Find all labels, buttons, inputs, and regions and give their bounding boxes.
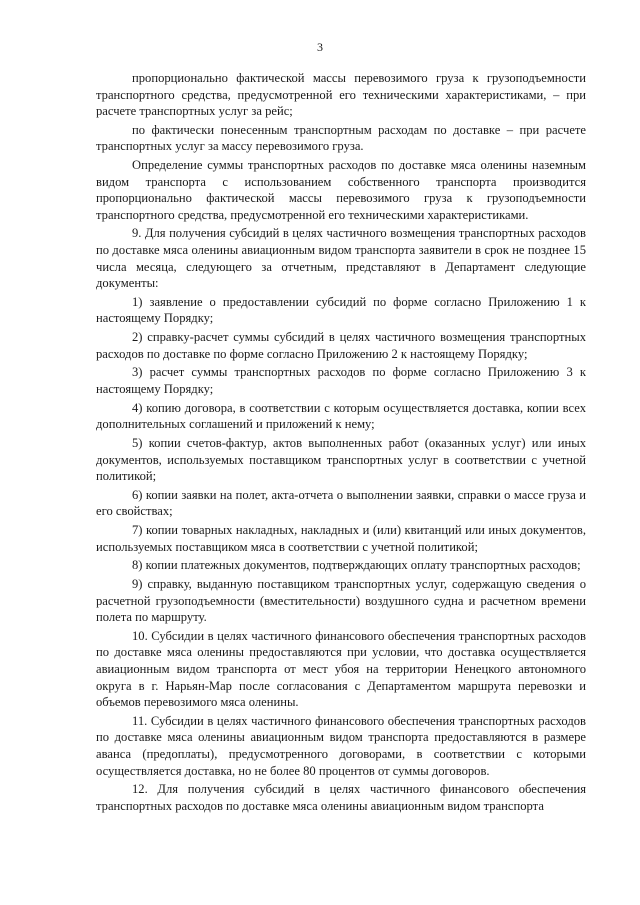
paragraph-item-12: 12. Для получения субсидий в целях частичного финансового обеспечения транспортных расходов по доставке мяса оленины авиационным видом транспорта (96, 782, 586, 813)
list-item-8: 8) копии платежных документов, подтверждающих оплату транспортных расходов; (132, 558, 581, 573)
paragraph-continuation: пропорционально фактической массы перевозимого груза к грузоподъемности транспортного средства, предусмотренной его техническими характеристиками, – при расчете транспортных услуг за рейс; (96, 71, 586, 119)
paragraph-item-9: 9. Для получения субсидий в целях частичного возмещения транспортных расходов по доставке мяса оленины авиационным видом транспорта заявители в срок не позднее 15 числа месяца, следующего за отчетным, представляют в Департамент следующие документы: (96, 226, 586, 291)
list-item-5: 5) копии счетов-фактур, актов выполненных работ (оказанных услуг) или иных документов, используемых поставщиком транспортных услуг в соответствии с учетной политикой; (96, 435, 586, 484)
list-item-7: 7) копии товарных накладных, накладных и (или) квитанций или иных документов, используемых поставщиком мяса в соответствии с учетной политикой; (96, 523, 586, 554)
list-item-6: 6) копии заявки на полет, акта-отчета о выполнении заявки, справки о массе груза и его свойствах; (96, 487, 586, 519)
list-item-3: 3) расчет суммы транспортных расходов по форме согласно Приложению 3 к настоящему Порядку; (96, 365, 586, 396)
list-item-1: 1) заявление о предоставлении субсидий по форме согласно Приложению 1 к настоящему Порядку; (96, 294, 586, 326)
paragraph-item-10: 10. Субсидии в целях частичного финансового обеспечения транспортных расходов по доставке мяса оленины предоставляются при условии, что доставка осуществляется авиационным видом транспорта от мест убоя на территории Ненецкого автономного округа в г. Нарьян-Мар после согласования с Департаментом маршрута перевозки и объемов перевозимого мяса оленины. (96, 628, 586, 710)
document-body (96, 70, 586, 817)
list-item-9: 9) справку, выданную поставщиком транспортных услуг, содержащую сведения о расчетной грузоподъемности (вместительности) воздушного судна и расчетном времени полета по маршруту. (96, 577, 586, 625)
paragraph-item-11: 11. Субсидии в целях частичного финансового обеспечения транспортных расходов по доставке мяса оленины авиационным видом транспорта предоставляются в размере аванса (предоплаты), предусмотренного договорами, в соответствии с которыми осуществляется доставка, но не более 80 процентов от суммы договоров. (96, 713, 586, 778)
list-item-4: 4) копию договора, в соответствии с которым осуществляется доставка, копии всех дополнительных соглашений и приложений к нему; (96, 400, 586, 432)
paragraph: по фактически понесенным транспортным расходам по доставке – при расчете транспортных услуг за массу перевозимого груза. (96, 122, 586, 154)
list-item-2: 2) справку-расчет суммы субсидий в целях частичного возмещения транспортных расходов по доставке по форме согласно Приложению 2 к настоящему Порядку; (96, 330, 586, 361)
page-number: 3 (317, 40, 323, 54)
paragraph: Определение суммы транспортных расходов по доставке мяса оленины наземным видом транспорта с использованием собственного транспорта производится пропорционально фактической массы перевозимого груза к грузоподъемности транспортного средства, предусмотренной его техническими характеристиками. (96, 158, 586, 222)
